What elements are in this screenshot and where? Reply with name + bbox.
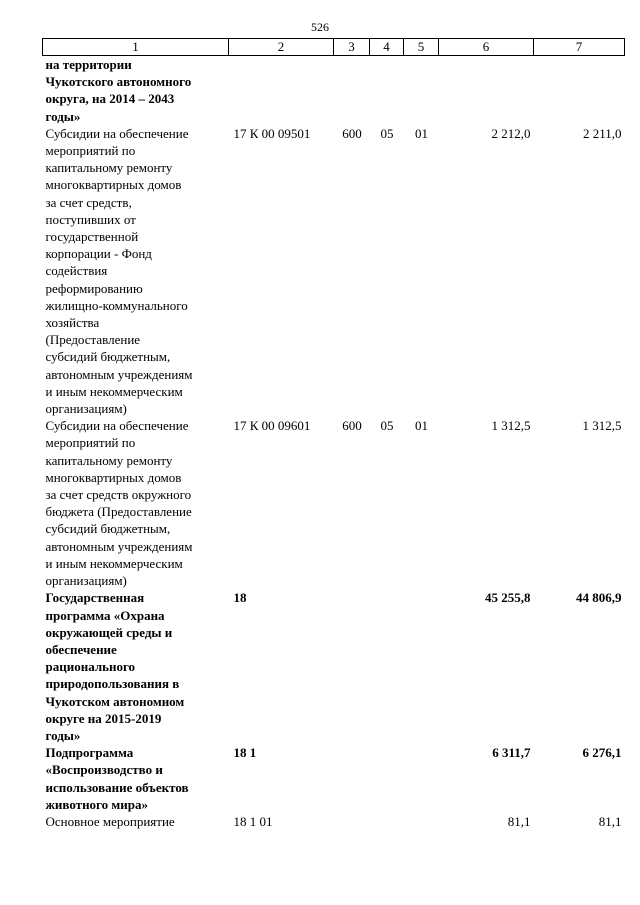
row-name: Субсидии на обеспечение мероприятий по капитальному ремонту многоквартирных домов за счет средств, поступивших от государственной корпорации - Фонд содействия реформированию жилищно-коммунального хозяйства (Предоставление субсидий бюджетным, автономным учреждениям и иным некоммерческим организациям)	[45, 125, 193, 417]
table-row	[43, 125, 625, 417]
row-sum1: 2 212,0	[491, 125, 531, 141]
row-vr	[334, 813, 370, 830]
row-name: Государственная программа «Охрана окружающей среды и обеспечение рационального природопользования в Чукотском автономном округе на 2015-2019 годы»	[45, 590, 185, 743]
row-sum1: 1 312,5	[491, 418, 531, 434]
row-pr	[404, 56, 439, 125]
table-row	[43, 744, 625, 813]
column-header-code: 2	[229, 39, 334, 56]
row-sum1	[439, 56, 534, 125]
column-header-sum2: 7	[534, 39, 625, 56]
row-sum1: 6 311,7	[492, 745, 531, 761]
row-sum1: 81,1	[507, 813, 531, 829]
row-pr: 01	[415, 125, 428, 141]
column-header-sum1: 6	[439, 39, 534, 56]
row-code: 18	[233, 590, 247, 606]
row-code: 17 К 00 09601	[233, 418, 311, 434]
row-pr	[404, 589, 439, 744]
row-vr: 600	[342, 418, 362, 434]
row-sum2: 2 211,0	[582, 125, 622, 141]
row-sum2	[534, 56, 625, 125]
table-row	[43, 589, 625, 744]
table-row	[43, 56, 625, 125]
row-sum2: 44 806,9	[576, 590, 622, 606]
row-sum2: 1 312,5	[582, 418, 622, 434]
column-header-name: 1	[43, 39, 229, 56]
row-name: Субсидии на обеспечение мероприятий по капитальному ремонту многоквартирных домов за счет средств окружного бюджета (Предоставление субсидий бюджетным, автономным учреждениям и иным некоммерческим организациям)	[45, 418, 193, 589]
row-name: на территории Чукотского автономного округа, на 2014 – 2043 годы»	[45, 57, 192, 124]
row-vr: 600	[342, 125, 362, 141]
row-rz	[370, 56, 404, 125]
budget-table	[42, 38, 625, 830]
table-row	[43, 813, 625, 830]
column-header-rz: 4	[370, 39, 404, 56]
row-rz: 05	[380, 125, 394, 141]
row-sum1: 45 255,8	[485, 590, 531, 606]
row-pr	[404, 744, 439, 813]
row-vr	[334, 589, 370, 744]
page-number: 526	[311, 20, 329, 34]
table-row	[43, 417, 625, 589]
row-name: Подпрограмма «Воспроизводство и использование объектов животного мира»	[45, 745, 189, 812]
column-header-vr: 3	[334, 39, 370, 56]
row-vr	[334, 56, 370, 125]
row-name: Основное мероприятие	[45, 813, 175, 829]
row-vr	[334, 744, 370, 813]
row-pr: 01	[415, 418, 428, 434]
column-header-pr: 5	[404, 39, 439, 56]
row-pr	[404, 813, 439, 830]
row-sum2: 6 276,1	[582, 745, 622, 761]
row-code: 18 1 01	[233, 813, 273, 829]
row-rz: 05	[380, 418, 394, 434]
row-code: 17 К 00 09501	[233, 125, 311, 141]
row-code	[229, 56, 334, 125]
table-header-row	[43, 39, 625, 56]
row-rz	[370, 813, 404, 830]
row-code: 18 1	[233, 745, 257, 761]
row-rz	[370, 589, 404, 744]
row-rz	[370, 744, 404, 813]
row-sum2: 81,1	[598, 813, 622, 829]
